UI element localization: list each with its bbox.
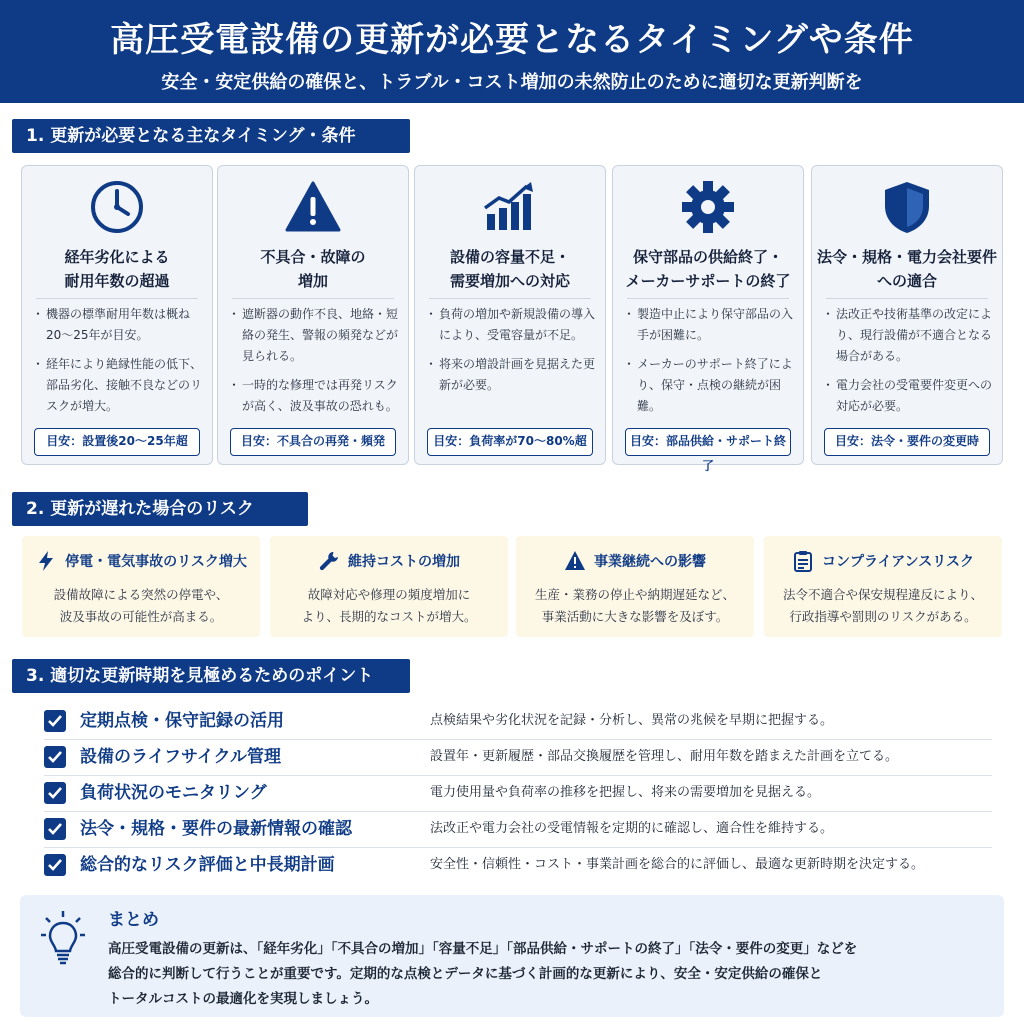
list-item: ・ 製造中止により保守部品の入手が困難に。: [627, 304, 795, 346]
clock-icon: [22, 178, 212, 236]
card-badge: 目安：部品供給・サポート終了: [625, 428, 791, 456]
list-item: ・ 機器の標準耐用年数は概ね20〜25年が目安。: [36, 304, 204, 346]
checklist-label: 負荷状況のモニタリング: [80, 783, 267, 803]
list-item: ・ メーカーのサポート終了により、保守・点検の継続が困難。: [627, 354, 795, 417]
list-item: ・ 経年により絶縁性能の低下、部品劣化、接触不良などのリスクが増大。: [36, 354, 204, 417]
card-badge: 目安：負荷率が70〜80%超: [427, 428, 593, 456]
risk-body: 故障対応や修理の頻度増加に より、長期的なコストが増大。: [301, 587, 477, 624]
card-title: 設備の容量不足・ 需要増加への対応: [449, 248, 570, 290]
checklist-item: [44, 812, 992, 848]
section2-title: 2. 更新が遅れた場合のリスク: [12, 492, 308, 526]
risk-title: 維持コストの増加: [348, 554, 460, 570]
risk-body: 設備故障による突然の停電や、 波及事故の可能性が高まる。: [53, 587, 229, 624]
warning-icon: [564, 550, 586, 572]
summary-body: 高圧受電設備の更新は、「経年劣化」「不具合の増加」「容量不足」「部品供給・サポートの終了」「法令・要件の変更」などを 総合的に判断して行うことが重要です。定期的な点検とデータに基づく計画的な更新により、安全・安定供給の確保と トータルコストの最適化を実現しましょう。: [108, 941, 858, 1007]
clipboard-icon: [792, 550, 814, 572]
checklist-label: 総合的なリスク評価と中長期計画: [80, 855, 335, 875]
divider: [627, 298, 789, 299]
card-list: [232, 304, 400, 425]
summary-title: まとめ: [108, 910, 159, 930]
card-title: 経年劣化による 耐用年数の超過: [64, 248, 170, 290]
risk-cost: [270, 536, 508, 637]
list-item: ・ 法改正や技術基準の改定により、現行設備が不適合となる場合がある。: [826, 304, 994, 367]
checklist-desc: 点検結果や劣化状況を記録・分析し、異常の兆候を早期に把握する。: [430, 713, 834, 728]
risk-title: コンプライアンスリスク: [822, 554, 974, 570]
checklist-item: [44, 848, 992, 884]
card-parts-support: [612, 165, 804, 473]
wrench-icon: [318, 550, 340, 572]
divider: [429, 298, 591, 299]
risk-body: 法令不適合や保安規程違反により、 行政指導や罰則のリスクがある。: [782, 587, 983, 624]
card-list: [826, 304, 994, 425]
risk-business: [516, 536, 754, 637]
checklist-desc: 設置年・更新履歴・部品交換履歴を管理し、耐用年数を踏まえた計画を立てる。: [430, 749, 899, 764]
checkbox-icon: [44, 854, 66, 876]
growth-chart-icon: [415, 178, 605, 236]
card-list: [429, 304, 597, 404]
divider: [232, 298, 394, 299]
checklist-label: 設備のライフサイクル管理: [80, 747, 281, 767]
page-subtitle: 安全・安定供給の確保と、トラブル・コスト増加の未然防止のために適切な更新判断を: [161, 72, 863, 93]
card-title: 保守部品の供給終了・ メーカーサポートの終了: [625, 248, 791, 290]
card-title: 法令・規格・電力会社要件 への適合: [816, 248, 997, 290]
list-item: ・ 一時的な修理では再発リスクが高く、波及事故の恐れも。: [232, 375, 400, 417]
card-badge: 目安：不具合の再発・頻発: [230, 428, 396, 456]
list-item: ・ 遮断器の動作不良、地絡・短絡の発生、警報の頻発などが見られる。: [232, 304, 400, 367]
card-regulations: [811, 165, 1003, 465]
risk-compliance: [764, 536, 1002, 637]
section1-title: 1. 更新が必要となる主なタイミング・条件: [12, 119, 410, 153]
checklist-item: [44, 704, 992, 740]
card-capacity: [414, 165, 606, 465]
risk-title: 停電・電気事故のリスク増大: [65, 554, 247, 570]
card-badge: 目安：法令・要件の変更時: [824, 428, 990, 456]
divider: [826, 298, 988, 299]
risk-outage: [22, 536, 260, 637]
card-aging: [21, 165, 213, 465]
section3-title: 3. 適切な更新時期を見極めるためのポイント: [12, 659, 410, 693]
card-list: [36, 304, 204, 425]
checklist-desc: 法改正や電力会社の受電情報を定期的に確認し、適合性を維持する。: [430, 821, 834, 836]
checkbox-icon: [44, 818, 66, 840]
risk-body: 生産・業務の停止や納期遅延など、 事業活動に大きな影響を及ぼす。: [534, 587, 735, 624]
checkbox-icon: [44, 782, 66, 804]
checkbox-icon: [44, 746, 66, 768]
card-title: 不具合・故障の 増加: [260, 248, 366, 290]
divider: [36, 298, 198, 299]
lightning-icon: [35, 550, 57, 572]
list-item: ・ 将来の増設計画を見据えた更新が必要。: [429, 354, 597, 396]
checklist-item: [44, 740, 992, 776]
list-item: ・ 負荷の増加や新規設備の導入により、受電容量が不足。: [429, 304, 597, 346]
checklist-item: [44, 776, 992, 812]
page-header: [0, 0, 1024, 103]
risk-title: 事業継続への影響: [594, 554, 706, 570]
checklist-desc: 電力使用量や負荷率の推移を把握し、将来の需要増加を見据える。: [430, 785, 821, 800]
card-list: [627, 304, 795, 425]
checklist-desc: 安全性・信頼性・コスト・事業計画を総合的に評価し、最適な更新時期を決定する。: [430, 857, 925, 872]
warning-icon: [218, 178, 408, 236]
card-badge: 目安：設置後20〜25年超: [34, 428, 200, 456]
lightbulb-icon: [40, 909, 86, 967]
gear-icon: [613, 178, 803, 236]
checklist-label: 定期点検・保守記録の活用: [80, 711, 284, 731]
checklist-label: 法令・規格・要件の最新情報の確認: [80, 819, 352, 839]
list-item: ・ 電力会社の受電要件変更への対応が必要。: [826, 375, 994, 417]
summary-box: [20, 895, 1004, 1017]
checkbox-icon: [44, 710, 66, 732]
card-failures: [217, 165, 409, 465]
shield-icon: [812, 178, 1002, 236]
page-title: 高圧受電設備の更新が必要となるタイミングや条件: [110, 20, 914, 60]
